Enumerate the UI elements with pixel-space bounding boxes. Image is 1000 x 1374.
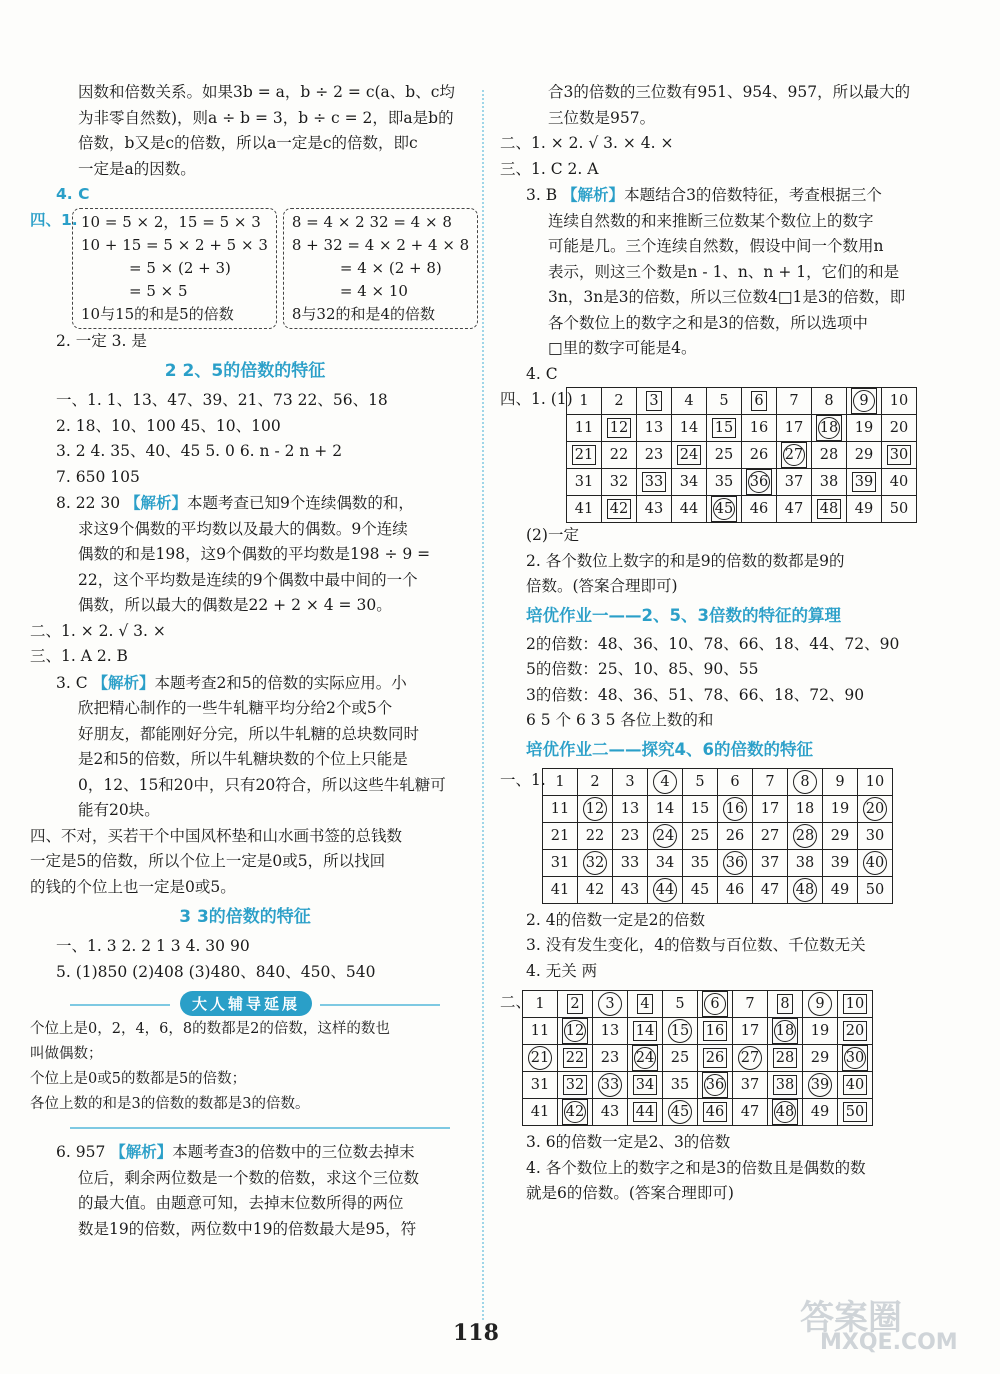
grid-cell: 42: [578, 876, 613, 903]
grid-cell: 45: [707, 496, 742, 523]
grid-cell: 28: [788, 822, 823, 849]
text-line: 各个数位上的数字之和是3的倍数，所以选项中: [548, 313, 868, 332]
grid-cell: 10: [858, 768, 893, 795]
grid-cell: 2: [602, 388, 637, 415]
box-line: = 4 × (2 + 8): [339, 258, 442, 277]
grid-cell: 30: [838, 1045, 873, 1072]
column-divider: [482, 90, 484, 1320]
grid-cell: 21: [543, 822, 578, 849]
grid-cell: 22: [558, 1045, 593, 1072]
text-line: 偶数，所以最大的偶数是22 + 2 × 4 = 30。: [78, 596, 392, 614]
grid-cell: 9: [823, 768, 858, 795]
grid-cell: 8: [812, 388, 847, 415]
right-section-3: 三、1. C 2. A: [500, 159, 599, 178]
grid-cell: 33: [593, 1072, 628, 1099]
grid-cell: 18: [812, 415, 847, 442]
grid-cell: 32: [578, 849, 613, 876]
grid-cell: 20: [838, 1018, 873, 1045]
grid-cell: 3: [593, 991, 628, 1018]
grid-cell: 31: [543, 849, 578, 876]
grid-cell: 3: [613, 768, 648, 795]
grid-cell: 14: [672, 415, 707, 442]
grid-cell: 40: [882, 469, 917, 496]
text-line: 2的倍数：48、36、10、78、66、18、44、72、90: [526, 634, 900, 653]
text-line: 6 5 个 6 3 5 各位上数的和: [526, 711, 714, 729]
answer-4: 4. C: [56, 185, 90, 203]
grid-cell: 20: [858, 795, 893, 822]
grid-cell: 50: [858, 876, 893, 903]
box-line: = 5 × 5: [129, 281, 188, 300]
grid-cell: 42: [602, 496, 637, 523]
grid-cell: 48: [812, 496, 847, 523]
grid-cell: 7: [777, 388, 812, 415]
text-line: 22，这个平均数是连续的9个偶数中最中间的一个: [78, 570, 418, 589]
grid-cell: 16: [718, 795, 753, 822]
text-line: 表示，则这三个数是n - 1、n、n + 1，它们的和是: [548, 262, 900, 281]
text-line: 一定是a的因数。: [78, 159, 196, 178]
grid-cell: 14: [628, 1018, 663, 1045]
grid-cell: 24: [648, 822, 683, 849]
text-line: □里的数字可能是4。: [548, 339, 697, 357]
grid-cell: 26: [698, 1045, 733, 1072]
grid-cell: 17: [753, 795, 788, 822]
section-title-a: 培优作业一——2、5、3倍数的特征的算理: [526, 605, 841, 625]
text-line: 个位上是0或5的数都是5的倍数；: [30, 1071, 247, 1087]
text-line: 因数和倍数关系。如果3b = a，b ÷ 2 = c(a、b、c均: [78, 83, 455, 101]
grid-cell: 25: [683, 822, 718, 849]
tip-box: [30, 991, 460, 1129]
grid-cell: 36: [742, 469, 777, 496]
grid-cell: 48: [768, 1099, 803, 1126]
grid-cell: 4: [628, 991, 663, 1018]
grid-cell: 5: [663, 991, 698, 1018]
hundred-grid-3: [522, 990, 873, 1126]
grid-cell: 45: [663, 1099, 698, 1126]
text-line: 2. 各个数位上数字的和是9的倍数的数都是9的: [526, 551, 845, 570]
text-line: 位后，剩余两位数是一个数的倍数，求这个三位数: [78, 1168, 420, 1187]
answer-2-3: 2. 一定 3. 是: [56, 331, 147, 350]
grid-cell: 23: [593, 1045, 628, 1072]
grid-cell: 12: [558, 1018, 593, 1045]
grid-cell: 10: [882, 388, 917, 415]
grid-cell: 38: [788, 849, 823, 876]
box-line: 10与15的和是5的倍数: [81, 304, 234, 323]
text-line: 四、不对，买若干个中国风杯垫和山水画书签的总钱数: [30, 826, 403, 845]
grid-cell: 6: [718, 768, 753, 795]
grid-cell: 14: [648, 795, 683, 822]
grid-cell: 33: [637, 469, 672, 496]
grid-cell: 44: [672, 496, 707, 523]
section-title-2: 2 2、5的倍数的特征: [164, 361, 326, 381]
grid-cell: 35: [663, 1072, 698, 1099]
section-four-boxes: 四、1. 10 = 5 × 2，15 = 5 × 3 10 + 15 = 5 × 2 + 5 × 3 = 5 × (2 + 3) = 5 × 5 10与15的和是5的倍数 8 = 4 × 2 32 = 4 × 8 8 + 32 = 4 × 2 + 4 × 8 = 4 × (2 + 8) = 4 × 10 8与32的和是4的倍数: [30, 208, 460, 329]
text-line: 叫做偶数；: [30, 1046, 103, 1062]
text-line: 连续自然数的和来推断三位数某个数位上的数字: [548, 211, 874, 230]
grid-cell: 5: [707, 388, 742, 415]
grid-cell: 8: [768, 991, 803, 1018]
right-column: 合3的倍数的三位数有951、954、957，所以最大的 三位数是957。 二、1. × 2. √ 3. × 4. × 三、1. C 2. A 3. B 【解析】本题结合3的倍数特征，考查根据三个 连续自然数的和来推断三位数某个数位上的数字 可能是几。三个连续自然数，假设中间一个数用n 表示，则这三个数是n - 1、n、n + 1，它们的和是 3n，3n是3的倍数，所以三位数4□1是3的倍数，即 各个数位上的数字之和是3的倍数，所以选项中 □里的数字可能是4。 4. C 四、1. (1) 1 2 3 4 5 6 7 8 9 10 11 12 13 14 15 16 17 18 19 20 21 22 23 24 25 26 27 28 29 30 31 32 33 34 35 36 37 38 39 40 41 42 43 44 45 46 47 48 49 50 (2)一定 2. 各个数位上数字的和是9的倍数的数都是9的 倍数。(答案合理即可) 培优作业一——2、5、3倍数的特征的算理 2的倍数：48、36、10、78、66、18、44、72、90 5的倍数：25、10、85、90、55 3的倍数：48、36、51、78、66、18、72、90 6 5 个 6 3 5 各位上数的和 培优作业二——探究4、6的倍数的特征 一、1. 1 2 3 4 5 6 7 8 9 10 11 12 13 14 15 16 17 18 19 20 21 22 23 24 25 26 27 28 29 30 31 32 33 34 35 36 37 38 39 40 41 42 43 44 45 46 47 48 49 50 2. 4的倍数一定是2的倍数 3. 没有发生变化，4的倍数与百位数、千位数无关 4. 无关 两 二、 1 2 3 4 5 6 7 8 9 10 11 12 13 14 15 16 17 18 19 20 21 22 23 24 25 26 27 28 29 30 31 32 33 34 35 36 37 38 39 40 41 42 43 44 45 46 47 48 49 50 3. 6的倍数一定是2、3的倍数 4. 各个数位上的数字之和是3的倍数且是偶数的数 就是6的倍数。(答案合理即可): [500, 80, 940, 1207]
grid-cell: 38: [768, 1072, 803, 1099]
right-answer-4-2: (2)一定: [526, 526, 579, 544]
grid3-label: 二、: [500, 993, 532, 1011]
grid-cell: 19: [823, 795, 858, 822]
grid-cell: 26: [742, 442, 777, 469]
grid-cell: 29: [847, 442, 882, 469]
grid-cell: 23: [637, 442, 672, 469]
grid-cell: 25: [663, 1045, 698, 1072]
text-line: 可能是几。三个连续自然数，假设中间一个数用n: [548, 237, 884, 255]
text-line: 倍数。(答案合理即可): [526, 577, 678, 595]
grid-cell: 21: [523, 1045, 558, 1072]
grid-cell: 19: [803, 1018, 838, 1045]
grid-cell: 42: [558, 1099, 593, 1126]
grid-cell: 29: [823, 822, 858, 849]
section-3-answers: 三、1. A 2. B: [30, 647, 128, 665]
grid-cell: 21: [567, 442, 602, 469]
box-line: = 5 × (2 + 3): [129, 258, 231, 277]
text-line: 一定是5的倍数，所以个位上一定是0或5，所以找回: [30, 852, 386, 870]
grid-cell: 3: [637, 388, 672, 415]
grid-cell: 50: [882, 496, 917, 523]
grid-cell: 9: [847, 388, 882, 415]
grid-cell: 49: [803, 1099, 838, 1126]
grid-cell: 13: [637, 415, 672, 442]
section-title-3: 3 3的倍数的特征: [179, 907, 311, 927]
grid-cell: 38: [812, 469, 847, 496]
text-line: 4. 各个数位上的数字之和是3的倍数且是偶数的数: [526, 1158, 866, 1177]
text-line: 3. 6的倍数一定是2、3的倍数: [526, 1133, 731, 1151]
grid-cell: 46: [698, 1099, 733, 1126]
grid2-label: 一、1.: [500, 770, 546, 789]
text-line: 偶数的和是198，这9个偶数的平均数是198 ÷ 9 =: [78, 545, 431, 563]
text-line: 一、1. 1、13、47、39、21、73 22、56、18: [56, 391, 388, 409]
page-number: 118: [453, 1320, 499, 1346]
grid-cell: 13: [593, 1018, 628, 1045]
grid-cell: 15: [707, 415, 742, 442]
grid-cell: 34: [672, 469, 707, 496]
grid-cell: 24: [628, 1045, 663, 1072]
grid-cell: 25: [707, 442, 742, 469]
grid-cell: 1: [543, 768, 578, 795]
grid-cell: 32: [558, 1072, 593, 1099]
box-line: 8与32的和是4的倍数: [291, 304, 436, 323]
grid-cell: 18: [768, 1018, 803, 1045]
grid-cell: 36: [698, 1072, 733, 1099]
grid-cell: 2: [558, 991, 593, 1018]
grid-cell: 48: [788, 876, 823, 903]
grid-cell: 9: [803, 991, 838, 1018]
text-line: 4. 无关 两: [526, 961, 598, 980]
grid-cell: 16: [698, 1018, 733, 1045]
grid-cell: 1: [567, 388, 602, 415]
grid-cell: 15: [663, 1018, 698, 1045]
grid-cell: 47: [753, 876, 788, 903]
grid-cell: 11: [567, 415, 602, 442]
text-line: 三位数是957。: [548, 108, 656, 127]
grid-cell: 40: [858, 849, 893, 876]
grid-cell: 31: [523, 1072, 558, 1099]
grid-cell: 12: [578, 795, 613, 822]
grid-cell: 44: [648, 876, 683, 903]
grid-cell: 36: [718, 849, 753, 876]
text-line: 数是19的倍数，两位数中19的倍数最大是95，符: [78, 1219, 417, 1238]
watermark-url: MXQE.COM: [820, 1330, 958, 1355]
text-line: 倍数，b又是c的倍数，所以a一定是c的倍数，即c: [78, 134, 418, 152]
text-line: 的最大值。由题意可知，去掉末位数所得的两位: [78, 1194, 404, 1212]
text-line: 是2和5的倍数，所以牛轧糖块数的个位上只能是: [78, 750, 408, 768]
grid-cell: 37: [733, 1072, 768, 1099]
grid-cell: 46: [718, 876, 753, 903]
section-title-b: 培优作业二——探究4、6的倍数的特征: [526, 739, 813, 759]
grid-cell: 8: [788, 768, 823, 795]
grid-cell: 50: [838, 1099, 873, 1126]
grid-cell: 30: [882, 442, 917, 469]
grid-cell: 17: [733, 1018, 768, 1045]
grid-cell: 47: [733, 1099, 768, 1126]
text-line: 合3的倍数的三位数有951、954、957，所以最大的: [548, 83, 911, 101]
grid-cell: 27: [777, 442, 812, 469]
grid-cell: 34: [628, 1072, 663, 1099]
text-line: 为非零自然数)，则a ÷ b = 3，b ÷ c = 2，即a是b的: [78, 108, 454, 127]
text-line: 欣把精心制作的一些牛轧糖平均分给2个或5个: [78, 699, 393, 717]
grid-cell: 15: [683, 795, 718, 822]
grid-cell: 17: [777, 415, 812, 442]
grid-cell: 44: [628, 1099, 663, 1126]
grid-cell: 35: [683, 849, 718, 876]
grid-cell: 11: [523, 1018, 558, 1045]
grid-cell: 28: [768, 1045, 803, 1072]
hundred-grid-1: [566, 387, 917, 523]
grid-cell: 39: [847, 469, 882, 496]
grid-cell: 7: [753, 768, 788, 795]
grid1-label: 四、1. (1): [500, 390, 573, 408]
grid-cell: 20: [882, 415, 917, 442]
grid-cell: 6: [698, 991, 733, 1018]
grid-cell: 4: [648, 768, 683, 795]
grid-cell: 10: [838, 991, 873, 1018]
box-line: = 4 × 10: [339, 281, 408, 300]
text-line: 求这9个偶数的平均数以及最大的偶数。9个连续: [78, 519, 408, 538]
grid-cell: 43: [593, 1099, 628, 1126]
grid-cell: 5: [683, 768, 718, 795]
text-line: 3. 没有发生变化，4的倍数与百位数、千位数无关: [526, 936, 866, 954]
text-line: 5的倍数：25、10、85、90、55: [526, 660, 759, 678]
grid-cell: 41: [543, 876, 578, 903]
grid-cell: 27: [733, 1045, 768, 1072]
grid-cell: 29: [803, 1045, 838, 1072]
grid-cell: 6: [742, 388, 777, 415]
right-section-2: 二、1. × 2. √ 3. × 4. ×: [500, 134, 674, 152]
grid-cell: 33: [613, 849, 648, 876]
text-line: 3的倍数：48、36、51、78、66、18、72、90: [526, 685, 865, 704]
grid-cell: 40: [838, 1072, 873, 1099]
left-column: 因数和倍数关系。如果3b = a，b ÷ 2 = c(a、b、c均 为非零自然数)，则a ÷ b = 3，b ÷ c = 2，即a是b的 倍数，b又是c的倍数，所以a一定是c的倍数，即c 一定是a的因数。 4. C 四、1. 10 = 5 × 2，15 = 5 × 3 10 + 15 = 5 × 2 + 5 × 3 = 5 × (2 + 3) = 5 × 5 10与15的和是5的倍数 8 = 4 × 2 32 = 4 × 8 8 + 32 = 4 × 2 + 4 × 8 = 4 × (2 + 8) = 4 × 10 8与32的和是4的倍数 2. 一定 3. 是 2 2、5的倍数的特征 一、1. 1、13、47、39、21、73 22、56、18 2. 18、10、100 45、10、100 3. 2 4. 35、40、45 5. 0 6. n - 2 n + 2 7. 650 105 8. 22 30 【解析】本题考查已知9个连续偶数的和， 求这9个偶数的平均数以及最大的偶数。9个连续 偶数的和是198，这9个偶数的平均数是198 ÷ 9 = 22，这个平均数是连续的9个偶数中最中间的一个 偶数，所以最大的偶数是22 + 2 × 4 = 30。 二、1. × 2. √ 3. × 三、1. A 2. B 3. C 【解析】本题考查2和5的倍数的实际应用。小 欣把精心制作的一些牛轧糖平均分给2个或5个 好朋友，都能刚好分完，所以牛轧糖的总块数同时 是2和5的倍数，所以牛轧糖块数的个位上只能是 0，12、15和20中，只有20符合，所以这些牛轧糖可 能有20块。 四、不对，买若干个中国风杯垫和山水画书签的总钱数 一定是5的倍数，所以个位上一定是0或5，所以找回 的钱的个位上也一定是0或5。 3 3的倍数的特征 一、1. 3 2. 2 1 3 4. 30 90 5. (1)850 (2)408 (3)480、840、450、540 大人辅导延展 个位上是0，2，4，6，8的数都是2的倍数，这样的数也 叫做偶数； 个位上是0或5的数都是5的倍数； 各位上数的和是3的倍数的数都是3的倍数。 6. 957 【解析】本题考查3的倍数中的三位数去掉末 位后，剩余两位数是一个数的倍数，求这个三位数 的最大值。由题意可知，去掉末位数所得的两位 数是19的倍数，两位数中19的倍数最大是95，符: [30, 80, 460, 1242]
grid-cell: 39: [823, 849, 858, 876]
grid-cell: 7: [733, 991, 768, 1018]
grid-cell: 37: [753, 849, 788, 876]
text-line: 一、1. 3 2. 2 1 3 4. 30 90: [56, 937, 250, 955]
grid-cell: 28: [812, 442, 847, 469]
watermark-logo: 答案圈: [800, 1298, 902, 1338]
text-line: 就是6的倍数。(答案合理即可): [526, 1184, 734, 1202]
grid-cell: 43: [613, 876, 648, 903]
grid-cell: 23: [613, 822, 648, 849]
grid-cell: 41: [523, 1099, 558, 1126]
grid-cell: 2: [578, 768, 613, 795]
text-line: 个位上是0，2，4，6，8的数都是2的倍数，这样的数也: [30, 1021, 390, 1037]
grid-cell: 35: [707, 469, 742, 496]
right-answer-4: 4. C: [526, 364, 558, 383]
grid-cell: 4: [672, 388, 707, 415]
text-line: 5. (1)850 (2)408 (3)480、840、450、540: [56, 962, 376, 981]
text-line: 好朋友，都能刚好分完，所以牛轧糖的总块数同时: [78, 724, 420, 743]
text-line: 能有20块。: [78, 801, 160, 819]
grid-cell: 22: [578, 822, 613, 849]
text-line: 7. 650 105: [56, 467, 140, 486]
grid-cell: 32: [602, 469, 637, 496]
grid-cell: 16: [742, 415, 777, 442]
text-line: 各位上数的和是3的倍数的数都是3的倍数。: [30, 1096, 310, 1112]
grid-cell: 31: [567, 469, 602, 496]
grid-cell: 19: [847, 415, 882, 442]
grid-cell: 43: [637, 496, 672, 523]
grid-cell: 22: [602, 442, 637, 469]
grid-cell: 49: [823, 876, 858, 903]
text-line: 3. 2 4. 35、40、45 5. 0 6. n - 2 n + 2: [56, 442, 343, 460]
grid-cell: 12: [602, 415, 637, 442]
box-line: 10 = 5 × 2，15 = 5 × 3: [81, 212, 261, 231]
text-line: 2. 4的倍数一定是2的倍数: [526, 910, 705, 929]
grid-cell: 30: [858, 822, 893, 849]
grid-cell: 45: [683, 876, 718, 903]
box-line: 10 + 15 = 5 × 2 + 5 × 3: [81, 235, 268, 254]
grid-cell: 13: [613, 795, 648, 822]
grid-cell: 11: [543, 795, 578, 822]
box-line: 8 + 32 = 4 × 2 + 4 × 8: [291, 235, 470, 254]
grid-cell: 1: [523, 991, 558, 1018]
box-line: 8 = 4 × 2 32 = 4 × 8: [291, 212, 452, 231]
text-line: 的钱的个位上也一定是0或5。: [30, 877, 236, 896]
tip-title: 大人辅导延展: [180, 991, 312, 1016]
text-line: 2. 18、10、100 45、10、100: [56, 416, 281, 435]
grid-cell: 47: [777, 496, 812, 523]
section-2-answers: 二、1. × 2. √ 3. ×: [30, 621, 166, 640]
grid-cell: 37: [777, 469, 812, 496]
grid-cell: 18: [788, 795, 823, 822]
text-line: 0，12、15和20中，只有20符合，所以这些牛轧糖可: [78, 775, 446, 794]
grid-cell: 27: [753, 822, 788, 849]
grid-cell: 49: [847, 496, 882, 523]
hundred-grid-2: [542, 768, 893, 904]
grid-cell: 26: [718, 822, 753, 849]
dashed-box-1: [72, 208, 277, 329]
dashed-box-2: [283, 208, 478, 329]
grid-cell: 41: [567, 496, 602, 523]
text-line: 3n，3n是3的倍数，所以三位数4□1是3的倍数，即: [548, 288, 906, 306]
grid-cell: 34: [648, 849, 683, 876]
grid-cell: 24: [672, 442, 707, 469]
grid-cell: 39: [803, 1072, 838, 1099]
grid-cell: 46: [742, 496, 777, 523]
